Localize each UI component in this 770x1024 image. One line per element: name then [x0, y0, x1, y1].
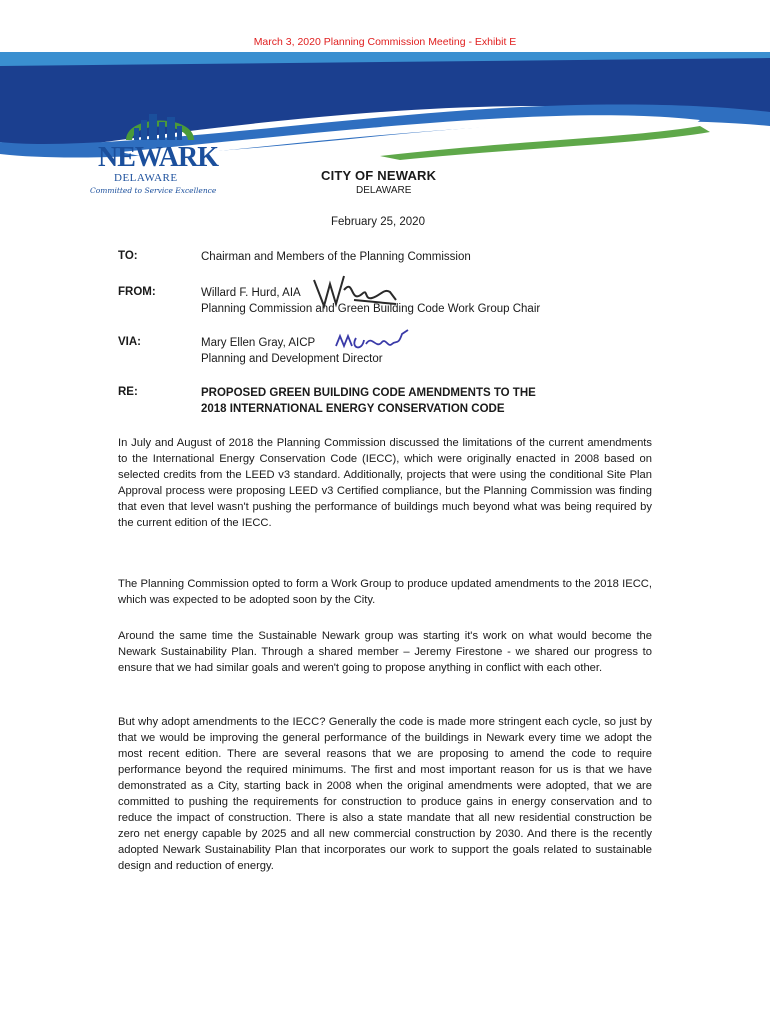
re-label: RE: [118, 386, 138, 398]
from-name: Willard F. Hurd, AIA [201, 287, 301, 299]
via-label: VIA: [118, 336, 141, 348]
logo-tagline: Committed to Service Excellence [90, 186, 217, 195]
re-line-1: PROPOSED GREEN BUILDING CODE AMENDMENTS TO THE [201, 387, 536, 399]
to-value: Chairman and Members of the Planning Commission [201, 251, 471, 263]
exhibit-label: March 3, 2020 Planning Commission Meeting - Exhibit E [253, 36, 517, 48]
memo-date: February 25, 2020 [331, 216, 425, 228]
to-label: TO: [118, 250, 138, 262]
logo-state: DELAWARE [114, 172, 178, 184]
via-signature [332, 326, 412, 356]
body-paragraph-3: Around the same time the Sustainable Newark group was starting it's work on what would become the Newark Sustainability Plan. Through a shared member – Jeremy Firestone - we shared our progress to ensure that we had similar goals and weren't going to propose anything in conflict with each other. [118, 630, 652, 674]
logo-name: NEWARK [98, 142, 219, 173]
via-title: Planning and Development Director [201, 353, 383, 365]
body-paragraph-4: But why adopt amendments to the IECC? Generally the code is made more stringent each cycle, so just by that we would be improving the general performance of the buildings in Newark every time we adopt the most recent edition. There are several reasons that we are proposing to amend the code to require performance beyond the required minimums. The first and most important reason for us is that we have demonstrated as a City, starting back in 2008 when the original amendments were adopted, that we are committed to pushing the requirements for construction to produce gains in energy conservation and to reduce the impact of construction. There is also a state mandate that all new residential construction be zero net energy capable by 2025 and all new commercial construction by 2030. And there is the recently adopted Newark Sustainability Plan that incorporates our work to support the goals related to sustainable design and reduction of energy. [118, 716, 652, 872]
letterhead-city: CITY OF NEWARK [321, 168, 437, 183]
letterhead-state: DELAWARE [356, 185, 412, 196]
body-paragraph-1: In July and August of 2018 the Planning Commission discussed the limitations of the current amendments to the International Energy Conservation Code (IECC), which were originally enacted in 2008 based on selected credits from the LEED v3 standard. Additionally, projects that were using the conditional Site Plan Approval process were proposing LEED v3 Certified compliance, but the Planning Commission was finding that even that level wasn't pushing the performance of buildings much beyond what was being required by the current edition of the IECC. [118, 437, 652, 529]
via-name: Mary Ellen Gray, AICP [201, 337, 316, 349]
from-signature [310, 270, 400, 312]
from-label: FROM: [118, 286, 156, 298]
from-title: Planning Commission and Green Building Code Work Group Chair [201, 303, 541, 315]
re-line-2: 2018 INTERNATIONAL ENERGY CONSERVATION CODE [201, 403, 505, 415]
body-paragraph-2: The Planning Commission opted to form a Work Group to produce updated amendments to the 2018 IECC, which was expected to be adopted soon by the City. [118, 578, 652, 606]
